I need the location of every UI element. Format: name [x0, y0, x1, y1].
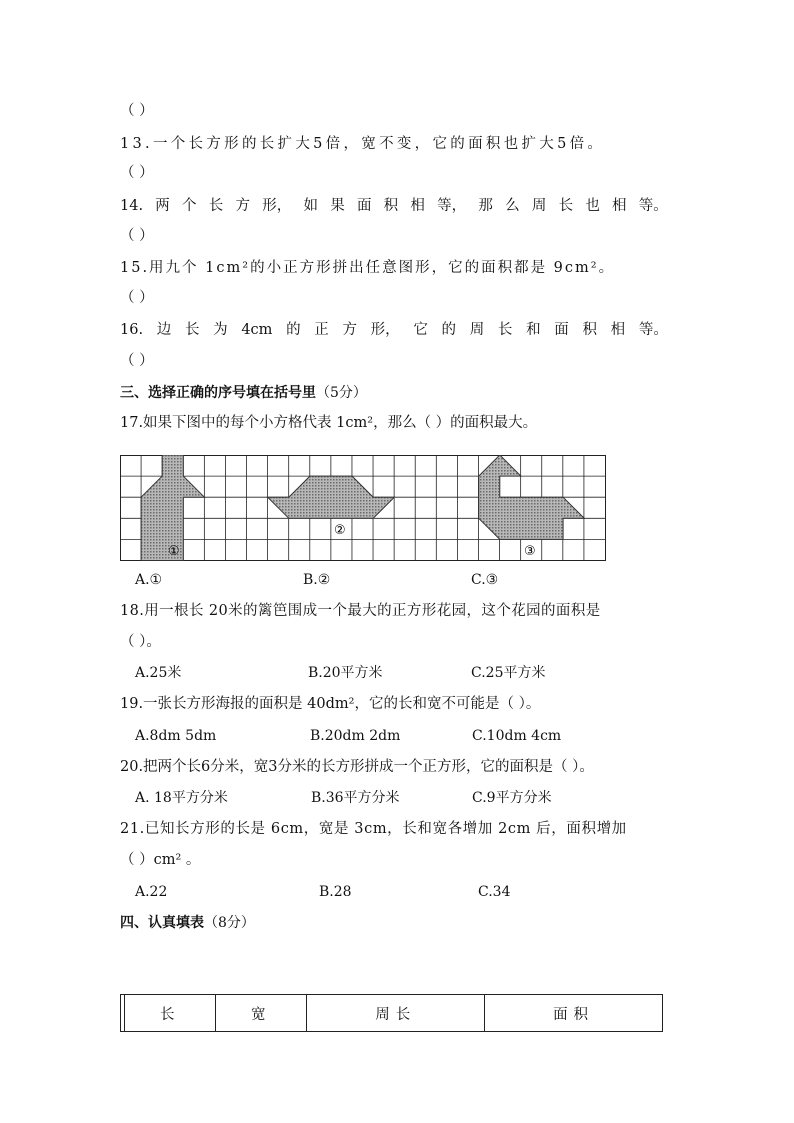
section-4-points: （8分）: [204, 915, 255, 931]
word-token: 两: [155, 198, 170, 214]
section-3-title: 三、选择正确的序号填在括号里: [120, 385, 316, 401]
table-header-cell: 长: [125, 995, 216, 1032]
question-21: 21.已知长方形的长是 6cm，宽是 3cm，长和宽各增加 2cm 后，面积增加: [120, 821, 627, 837]
table-header-cell: 宽: [216, 995, 307, 1032]
question-16: [120, 320, 668, 340]
word-token: 相: [410, 198, 425, 214]
question-18: 18.用一根长 20米的篱笆围成一个最大的正方形花园，这个花园的面积是: [120, 603, 601, 619]
q18-option-c: C.25平方米: [471, 665, 546, 681]
fill-in-table: [120, 994, 663, 1032]
word-token: 相: [612, 198, 627, 214]
question-14: [120, 196, 668, 216]
section-3-points: （5分）: [316, 385, 367, 401]
word-token: 正: [314, 322, 329, 338]
q18-option-a: A.25米: [135, 665, 182, 681]
word-token: 的: [441, 322, 457, 338]
answer-paren-15: （ ）: [120, 290, 154, 306]
word-token: 积: [582, 322, 597, 338]
word-token: 周: [531, 198, 547, 214]
word-token: 等，: [437, 198, 467, 214]
question-15: 15.用九个 1cm²的小正方形拼出任意图形，它的面积都是 9cm²。: [120, 260, 616, 276]
q17-option-c: C.③: [471, 572, 499, 588]
word-token: 积: [383, 198, 399, 214]
table-header-row: [121, 995, 663, 1032]
word-token: 方: [342, 322, 357, 338]
table-header-cell: 面积: [485, 995, 663, 1032]
q19-option-a: A.8dm 5dm: [135, 728, 217, 744]
shape-label-2: ②: [334, 523, 346, 538]
word-token: 长: [208, 198, 224, 214]
word-token: 长: [558, 198, 574, 214]
word-token: 等。: [638, 322, 668, 338]
word-token: 长: [184, 322, 200, 338]
question-21-answer: （ ）cm² 。: [120, 852, 201, 868]
question-20: 20.把两个长6分米，宽3分米的长方形拼成一个正方形，它的面积是（ ）。: [120, 759, 594, 775]
word-token: 形，: [262, 198, 292, 214]
word-token: 方: [235, 198, 250, 214]
word-token: 如: [303, 198, 318, 214]
answer-paren-13: （ ）: [120, 165, 154, 181]
shape-grid-figure: [120, 455, 606, 561]
answer-paren-14: （ ）: [120, 228, 154, 244]
word-token: 果: [330, 198, 345, 214]
word-token: 么: [505, 198, 520, 214]
q19-option-b: B.20dm 2dm: [310, 728, 401, 744]
word-token: 16.: [120, 322, 144, 338]
question-13: 13.一个长方形的长扩大5倍，宽不变，它的面积也扩大5倍。: [120, 136, 606, 152]
word-token: 它: [413, 322, 428, 338]
word-token: 4cm: [241, 322, 273, 338]
q20-option-c: C.9平方分米: [472, 790, 552, 806]
answer-paren-16: （ ）: [120, 353, 154, 369]
word-token: 周: [469, 322, 485, 338]
shape-label-1: ①: [168, 544, 180, 559]
word-token: 等。: [638, 198, 668, 214]
q17-option-b: B.②: [303, 572, 331, 588]
q18-option-b: B.20平方米: [308, 665, 383, 681]
section-3-heading: [120, 383, 367, 403]
word-token: 那: [478, 198, 493, 214]
q20-option-a: A. 18平方分米: [135, 790, 228, 806]
word-token: 个: [182, 198, 197, 214]
word-token: 为: [213, 322, 228, 338]
q20-option-b: B.36平方分米: [311, 790, 400, 806]
word-token: 面: [554, 322, 569, 338]
word-token: 长: [497, 322, 513, 338]
q19-option-c: C.10dm 4cm: [472, 728, 562, 744]
shape-2: [268, 476, 395, 518]
q21-option-a: A.22: [135, 884, 168, 900]
word-token: 14.: [120, 198, 144, 214]
question-18-answer: （ ）。: [120, 634, 161, 650]
word-token: 边: [156, 322, 172, 338]
word-token: 形，: [370, 322, 400, 338]
section-4-title: 四、认真填表: [120, 915, 204, 931]
answer-paren-12: （ ）: [120, 103, 154, 119]
word-token: 面: [356, 198, 372, 214]
section-4-heading: [120, 913, 255, 933]
shape-label-3: ③: [524, 544, 536, 559]
word-token: 的: [286, 322, 301, 338]
table-header-cell: 周长: [307, 995, 485, 1032]
question-17: 17.如果下图中的每个小方格代表 1cm²，那么（ ）的面积最大。: [120, 415, 538, 431]
q21-option-b: B.28: [319, 884, 352, 900]
q21-option-c: C.34: [478, 884, 511, 900]
word-token: 和: [526, 322, 541, 338]
q17-option-a: A.①: [135, 572, 163, 588]
word-token: 也: [585, 198, 600, 214]
question-19: 19.一张长方形海报的面积是 40dm²，它的长和宽不可能是（ ）。: [120, 696, 541, 712]
word-token: 相: [610, 322, 626, 338]
